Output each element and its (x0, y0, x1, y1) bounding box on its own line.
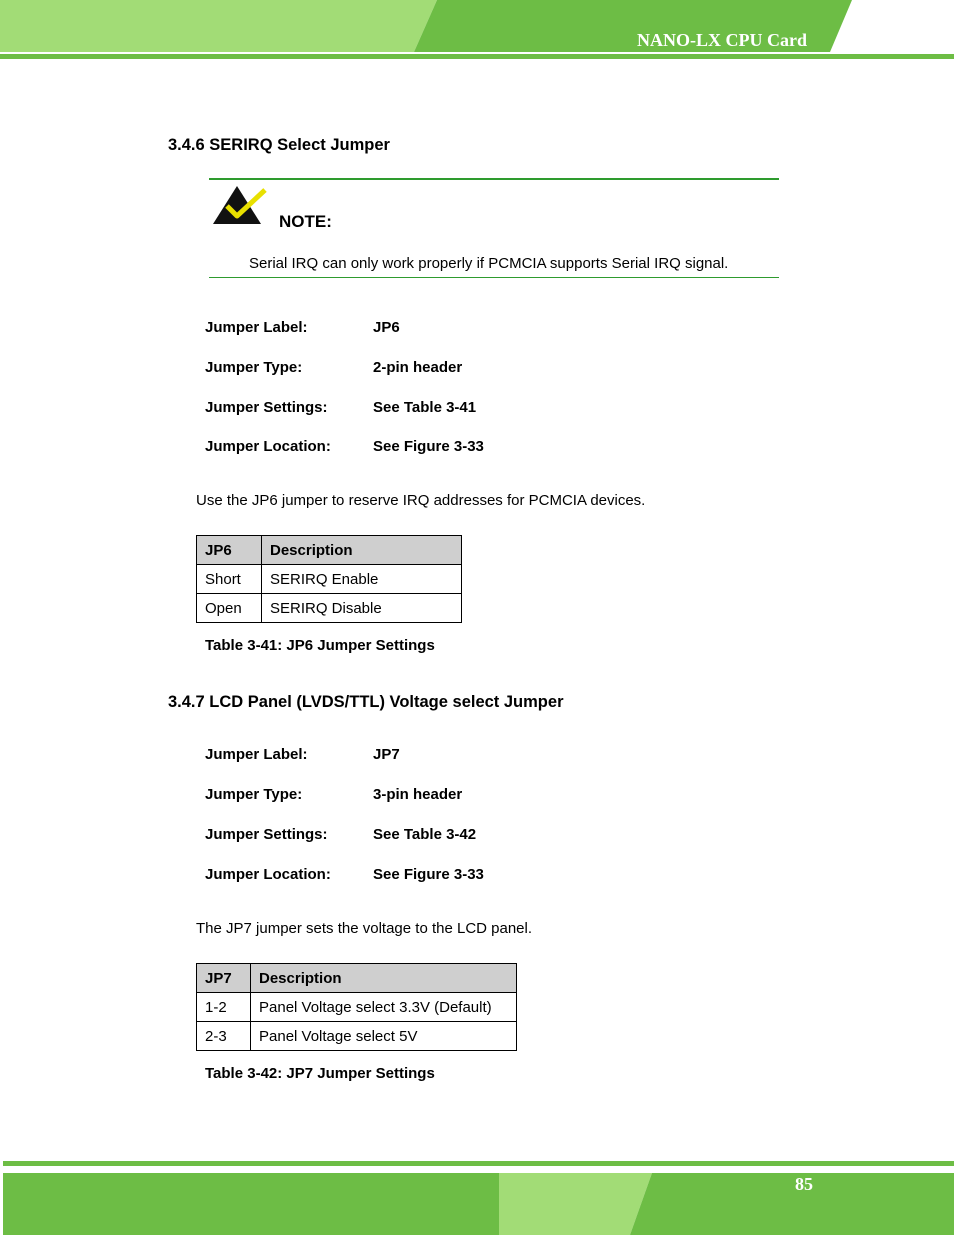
section-heading: 3.4.6 SERIRQ Select Jumper (168, 136, 390, 154)
header-title: NANO-LX CPU Card (637, 30, 807, 50)
table-caption: Table 3-41: JP6 Jumper Settings (205, 637, 435, 654)
section-heading: 3.4.7 LCD Panel (LVDS/TTL) Voltage select Jumper (168, 693, 564, 711)
spec-label: Jumper Label: (205, 746, 308, 763)
header-graphic (0, 0, 954, 60)
header-band (0, 0, 954, 60)
footer-graphic (0, 1158, 954, 1235)
table-header-row (197, 964, 517, 993)
table-header-cell: JP6 (197, 536, 262, 565)
table-header-cell: JP7 (197, 964, 251, 993)
spec-label: Jumper Settings: (205, 826, 328, 843)
spec-label: Jumper Location: (205, 866, 331, 883)
spec-label: Jumper Label: (205, 319, 308, 336)
table-row (197, 565, 462, 594)
paragraph: The JP7 jumper sets the voltage to the LCD panel. (196, 920, 533, 937)
page-number: 85 (795, 1174, 813, 1194)
note-title: NOTE: (279, 212, 332, 231)
spec-value: See Figure 3-33 (373, 438, 484, 455)
paragraph: Use the JP6 jumper to reserve IRQ addresses for PCMCIA devices. (196, 492, 646, 509)
spec-label: Jumper Location: (205, 438, 331, 455)
spec-value: See Figure 3-33 (373, 866, 484, 883)
spec-value: JP7 (373, 746, 400, 763)
table-header-row (197, 536, 462, 565)
jumper-table (196, 535, 462, 623)
spec-value: 2-pin header (373, 359, 463, 376)
table-cell: SERIRQ Disable (262, 594, 462, 623)
table-cell: Panel Voltage select 5V (251, 1022, 517, 1051)
table-caption: Table 3-42: JP7 Jumper Settings (205, 1065, 435, 1082)
table-cell: Panel Voltage select 3.3V (Default) (251, 993, 517, 1022)
table-cell: 2-3 (197, 1022, 251, 1051)
spec-label: Jumper Type: (205, 359, 303, 376)
note-text: Serial IRQ can only work properly if PCMCIA supports Serial IRQ signal. (249, 255, 729, 272)
spec-label: Jumper Type: (205, 786, 303, 803)
table-cell: SERIRQ Enable (262, 565, 462, 594)
table-row (197, 1022, 517, 1051)
table-row (197, 594, 462, 623)
note-box (209, 178, 779, 279)
spec-label: Jumper Settings: (205, 399, 328, 416)
spec-value: See Table 3-42 (373, 826, 477, 843)
jumper-table (196, 963, 517, 1051)
spec-value: 3-pin header (373, 786, 463, 803)
table-cell: Short (197, 565, 262, 594)
footer-band (0, 1158, 954, 1235)
table-row (197, 993, 517, 1022)
spec-value: JP6 (373, 319, 400, 336)
table-header-cell: Description (262, 536, 462, 565)
note-check-icon (213, 184, 269, 226)
table-cell: 1-2 (197, 993, 251, 1022)
table-cell: Open (197, 594, 262, 623)
spec-value: See Table 3-41 (373, 399, 477, 416)
table-header-cell: Description (251, 964, 517, 993)
